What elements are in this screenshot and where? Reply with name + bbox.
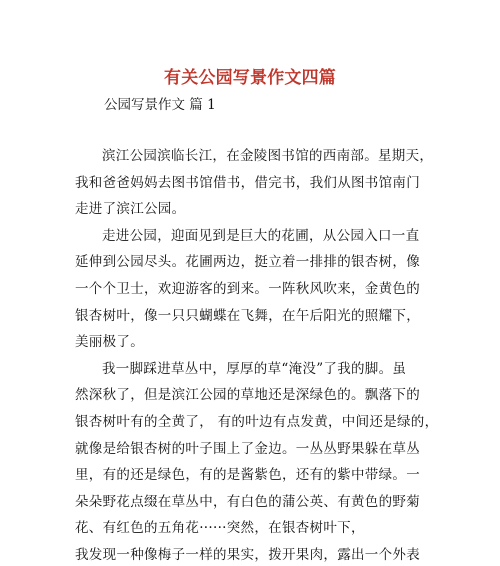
text-line: 银杏树叶有的全黄了， 有的叶边有点发黄，中间还是绿的，	[75, 413, 439, 430]
text-line: 然深秋了，但是滨江公园的草地还是深绿色的。飘落下的	[75, 387, 420, 404]
text-line: 就像是给银杏树的叶子围上了金边。一丛丛野果躲在草丛	[75, 440, 420, 457]
text-line: 一个个卫士，欢迎游客的到来。一阵秋风吹来，金黄色的	[75, 280, 420, 297]
text-line: 朵朵野花点缀在草丛中，有白色的蒲公英、有黄色的野菊	[75, 493, 420, 510]
text-line: 滨江公园滨临长江，在金陵图书馆的西南部。星期天，	[102, 148, 434, 164]
text-line: 里，有的还是绿色，有的是酱紫色，还有的紫中带绿。一	[75, 467, 420, 484]
text-line: 花、有红色的五角花······突然，在银杏树叶下，	[75, 520, 365, 537]
text-line: 延伸到公园尽头。花圃两边，挺立着一排排的银杏树，像	[75, 254, 420, 271]
section-heading: 公园写景作文 篇 1	[104, 97, 216, 113]
text-line: 我和爸爸妈妈去图书馆借书，借完书，我们从图书馆南门	[75, 174, 420, 191]
text-line: 走进公园，迎面见到是巨大的花圃，从公园入口一直	[102, 227, 420, 244]
text-line: 我发现一种像梅子一样的果实，拨开果肉，露出一个外表	[75, 546, 420, 563]
text-line: 美丽极了。	[75, 334, 144, 351]
text-line: 我一脚踩进草丛中，厚厚的草“淹没”了我的脚。虽	[102, 360, 407, 377]
text-line: 银杏树叶，像一只只蝴蝶在飞舞，在午后阳光的照耀下，	[75, 307, 420, 324]
document-title: 有关公园写景作文四篇	[164, 68, 336, 88]
text-line: 走进了滨江公园。	[75, 201, 186, 218]
article-body	[75, 143, 439, 566]
